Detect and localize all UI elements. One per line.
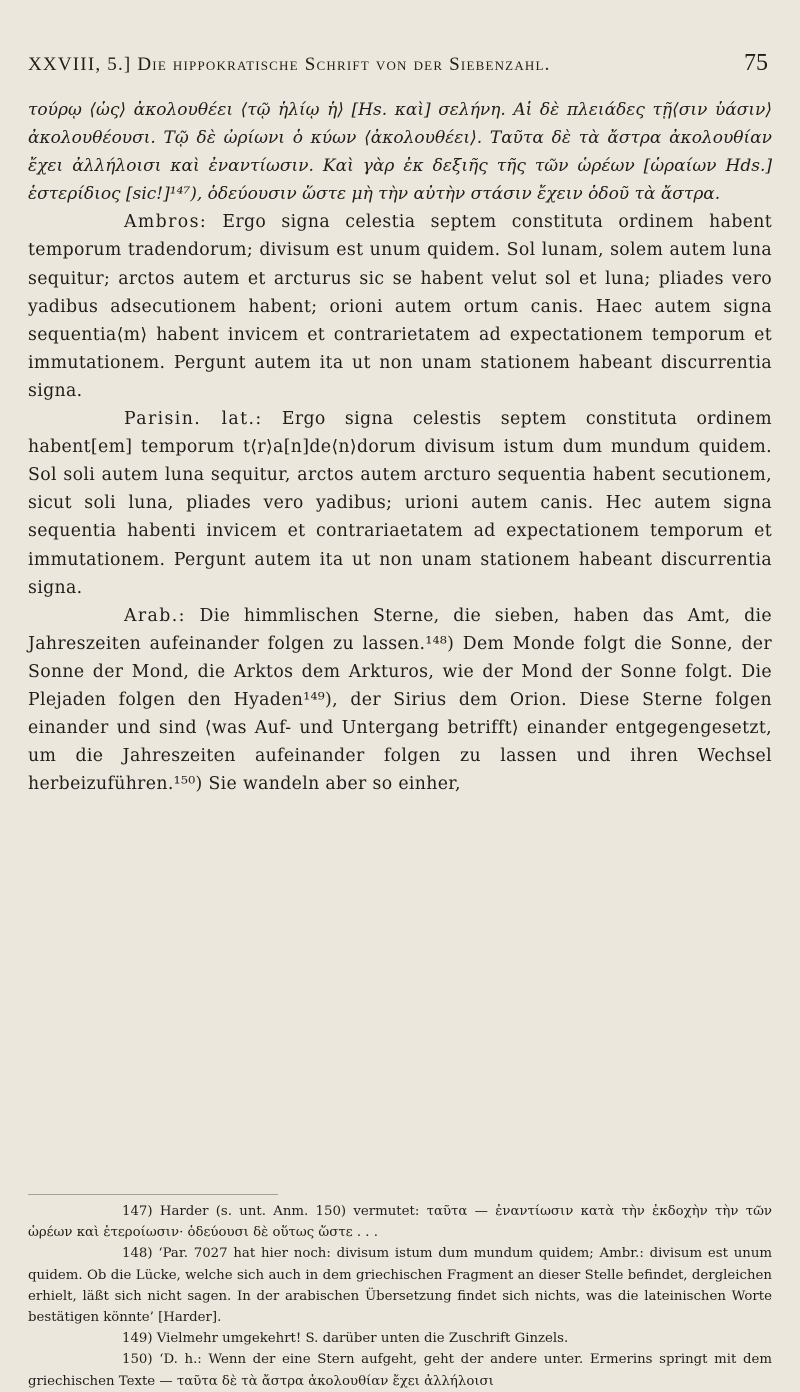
footnote-147: 147) Harder (s. unt. Anm. 150) vermutet: ταῦτα — ἐναντίωσιν κατὰ τὴν ἐκδοχὴν τὴν τῶν ὡρέων καὶ ἑτεροίωσιν· ὁδεύουσι δὲ οὕτως ὥστε . . . [28,1204,772,1241]
footnote-149: 149) Vielmehr umgekehrt! S. darüber unten die Zuschrift Ginzels. [122,1331,569,1347]
parisin-text: Ergo signa celestis septem constituta ordinem habent[em] temporum t⟨r⟩a[n]de⟨n⟩dorum divisum istum dum mundum quidem. Sol soli autem luna sequitur, arctos autem arcturo sequentia habent secutionem, sicut soli luna, pliades vero yadibus; urioni autem canis. Hec autem signa sequentia habenti invicem et contrariaetatem ad expectationem temporum et immutationem. Pergunt autem ita ut non unam stationem habeant discurrentia signa. [28,409,773,598]
greek-fragment: τούρῳ ⟨ὡς⟩ ἀκολουθέει ⟨τῷ ἡλίῳ ἡ⟩ [Hs. καὶ] σελήνη. Αἱ δὲ πλειάδες τῇ⟨σιν ὑάσιν⟩ ἀκολουθέουσι. Τῷ δὲ ὠρίωνι ὁ κύων ⟨ἀκολουθέει⟩. Ταῦτα δὲ τὰ ἄστρα ἀκολουθίαν ἔχει ἀλλήλοισι καὶ ἐναντίωσιν. Καὶ γὰρ ἐκ δεξιῆς τῆς τῶν ὡρέων [ὡραίων Hds.] ἑστερίδιος [sic!]¹⁴⁷), ὁδεύουσιν ὥστε μὴ τὴν αὐτὴν στάσιν ἔχειν ὁδοῦ τὰ ἄστρα. [28,100,772,205]
footnote-148: 148) ‘Par. 7027 hat hier noch: divisum istum dum mundum quidem; Ambr.: divisum est unum quidem. Ob die Lücke, welche sich auch in dem griechischen Fragment an dieser Stelle befindet, dergleichen erhielt, läßt sich nicht sagen. In der arabischen Übersetzung findet sich nichts, was die lateinischen Worte bestätigen könnte’ [Harder]. [28,1246,772,1326]
running-head: XXVIII, 5.] Die hippokratische Schrift von der Siebenzahl. [28,54,551,75]
running-header [28,50,768,82]
footnote-150: 150) ‘D. h.: Wenn der eine Stern aufgeht, geht der andere unter. Ermerins springt mit dem griechischen Texte — ταῦτα δὲ τὰ ἄστρα ἀκολουθίαν ἔχει ἀλλήλοισι [28,1352,772,1389]
ambros-paragraph [28,208,772,405]
ambros-label: Ambros: [124,212,208,233]
page-number: 75 [744,50,768,76]
footnote-divider [28,1194,278,1195]
arab-paragraph [28,602,772,799]
arab-label: Arab.: [124,605,186,626]
parisin-paragraph [28,405,772,602]
ambros-text: Ergo signa celestia septem constituta ordinem habent temporum tradendorum; divisum est unum quidem. Sol lunam, solem autem luna sequitur; arctos autem et arcturus sic se habent velut sol et luna; pliades vero yadibus adsecutionem habent; orioni autem ortum canis. Haec autem signa sequentia⟨m⟩ habent invicem et contrarietatem ad expectationem temporum et immutationem. Pergunt autem ita ut non unam stationem habeant discurrentia signa. [28,212,772,401]
footnotes [28,1201,772,1392]
arab-text: Die himmlischen Sterne, die sieben, haben das Amt, die Jahreszeiten aufeinander folgen zu lassen.¹⁴⁸) Dem Monde folgt die Sonne, der Sonne der Mond, die Arktos dem Arkturos, wie der Mond der Sonne folgt. Die Plejaden folgen den Hyaden¹⁴⁹), der Sirius dem Orion. Diese Sterne folgen einander und sind ⟨was Auf- und Untergang betrifft⟩ einander entgegengesetzt, um die Jahreszeiten aufeinander folgen zu lassen und ihren Wechsel herbeizuführen.¹⁵⁰) Sie wandeln aber so einher, [28,605,773,795]
main-text [28,96,772,798]
parisin-label: Parisin. lat.: [124,409,263,430]
